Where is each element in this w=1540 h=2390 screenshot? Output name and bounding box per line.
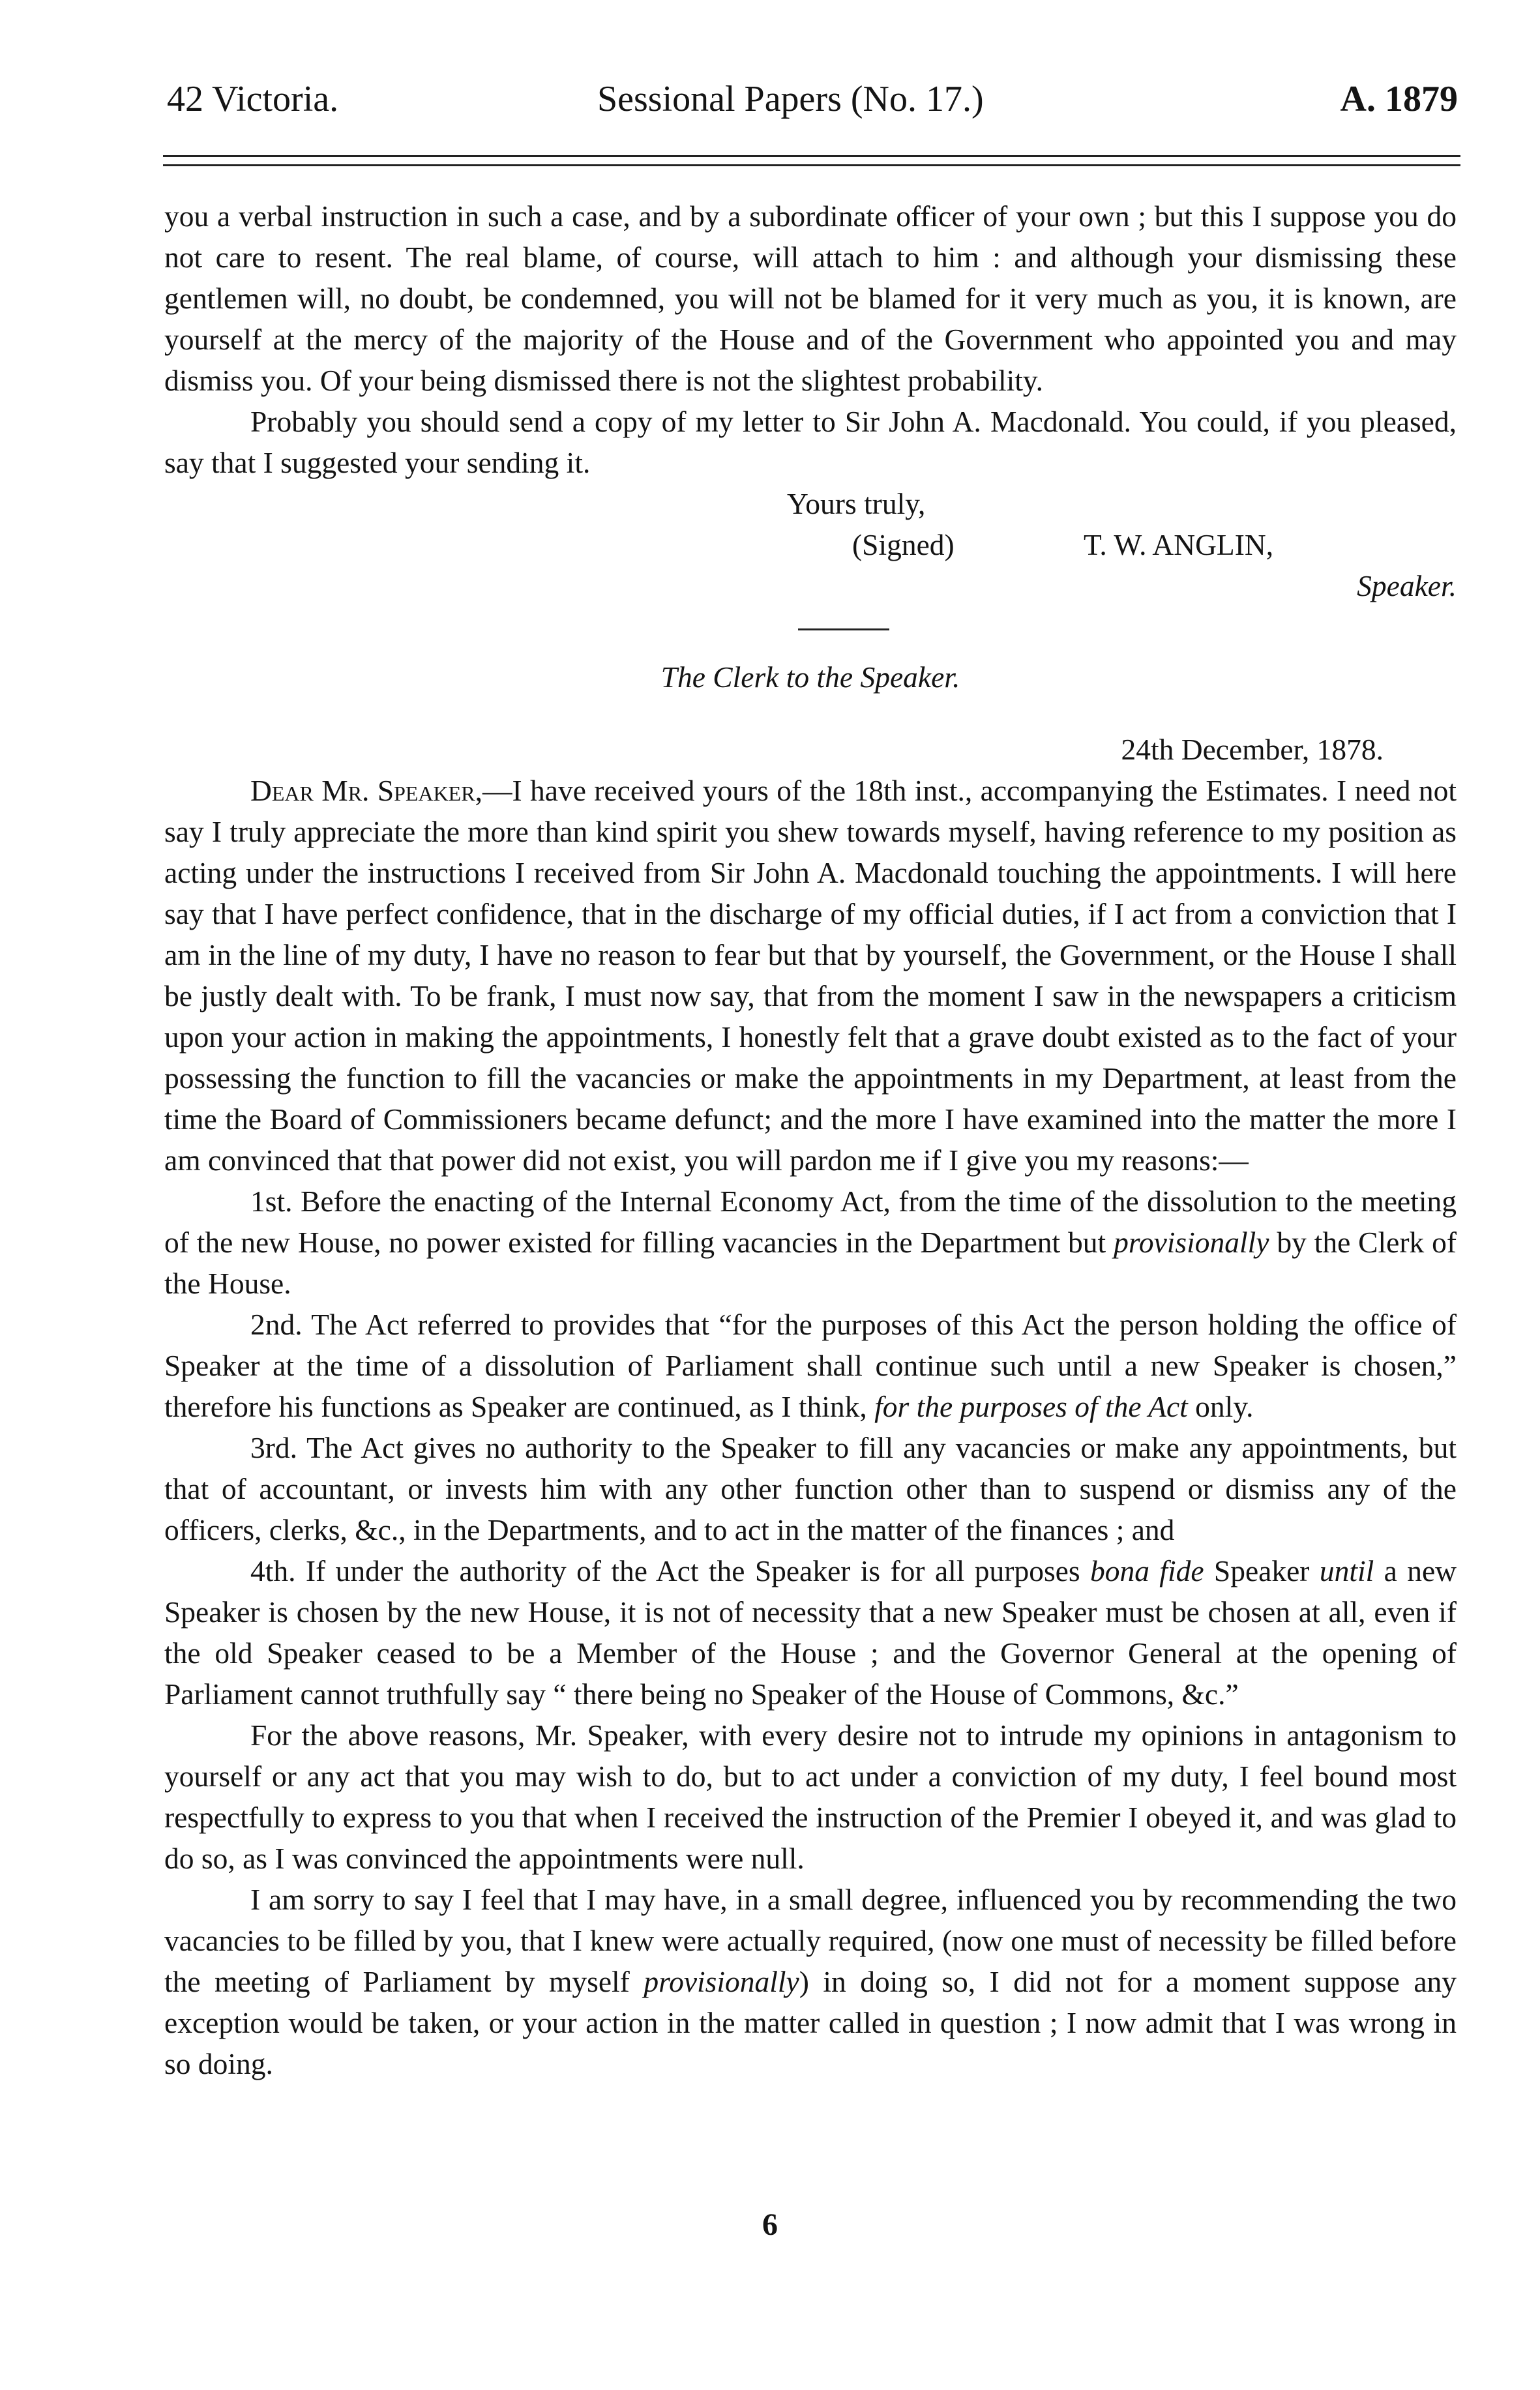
letter2-heading: The Clerk to the Speaker. [660, 660, 960, 694]
emphasis: until [1319, 1554, 1374, 1587]
letter1-signature-line [164, 524, 1457, 565]
letter2-paragraph-3: I am sorry to say I feel that I may have, in a small degree, influenced you by recommending the two vacancies to be filled by you, that I knew were actually required, (now one must of necessity be filled before the meeting of Parliament by myself provisionally) in doing so, I did not for a moment suppose any exception would be taken, or your action in the matter called in question ; I now admit that I was wrong in so doing. [164, 1883, 1457, 2080]
section-divider [798, 628, 889, 630]
header-session: 42 Victoria. [167, 79, 339, 119]
header-rule-top [163, 155, 1460, 157]
letter1-paragraph-2: Probably you should send a copy of my letter to Sir John A. Macdonald. You could, if you pleased, say that I suggested your sending it. [164, 405, 1457, 479]
letter2-date: 24th December, 1878. [1121, 733, 1384, 766]
reason-2: 2nd. The Act referred to provides that “for the purposes of this Act the person holding the office of Speaker at the time of a dissolution of Parliament shall continue such until a new Speaker is chosen,” therefore his functions as Speaker are continued, as I think, for the purposes of the Act only. [164, 1308, 1457, 1423]
header-year: A. 1879 [1340, 79, 1458, 119]
letter1-paragraph-1: you a verbal instruction in such a case, and by a subordinate officer of your own ; but this I suppose you do not care to resent. The real blame, of course, will attach to him : and although your dismissing these gentlemen will, no doubt, be condemned, you will not be blamed for it very much as you, it is known, are yourself at the mercy of the majority of the House and of the Government who appointed you and may dismiss you. Of your being dismissed there is not the slightest probability. [164, 199, 1457, 397]
letter2-paragraph-1-text: —I have received yours of the 18th inst., accompanying the Estimates. I need not say I truly appreciate the more than kind spirit you shew towards myself, having reference to my position as acting under the instructions I received from Sir John A. Macdonald touching the appointments. I will here say that I have perfect confidence, that in the discharge of my official duties, if I act from a conviction that I am in the line of my duty, I have no reason to fear but that by yourself, the Government, or the House I shall be justly dealt with. To be frank, I must now say, that from the moment I saw in the newspapers a criticism upon your action in making the appointments, I honestly felt that a grave doubt existed as to the fact of your possessing the function to fill the vacancies or make the appointments in my Department, at least from the time the Board of Commissioners became defunct; and the more I have examined into the matter the more I am convinced that that power did not exist, you will pardon me if I give you my reasons:— [164, 774, 1457, 1177]
reason-4: 4th. If under the authority of the Act the Speaker is for all purposes bona fide Speaker until a new Speaker is chosen by the new House, it is not of necessity that a new Speaker must be chosen at all, even if the old Speaker ceased to be a Member of the House ; and the Governor General at the opening of Parliament cannot truthfully say “ there being no Speaker of the House of Commons, &c.” [164, 1554, 1457, 1711]
letter2-paragraph-1 [164, 770, 1457, 1181]
signatory-name: T. W. ANGLIN, [1084, 528, 1274, 561]
reason-3: 3rd. The Act gives no authority to the Speaker to fill any vacancies or make any appointments, but that of accountant, or invests him with any other function other than to suspend or dismiss any of the officers, clerks, &c., in the Departments, and to act in the matter of the finances ; and [164, 1431, 1457, 1546]
emphasis: provisionally [644, 1965, 799, 1998]
emphasis: bona fide [1089, 1554, 1204, 1587]
letter2-paragraph-2: For the above reasons, Mr. Speaker, with every desire not to intrude my opinions in antagonism to yourself or any act that you may wish to do, but to act under a conviction of my duty, I feel bound most respectfully to express to you that when I received the instruction of the Premier I obeyed it, and was glad to do so, as I was convinced the appointments were null. [164, 1719, 1457, 1875]
emphasis: for the purposes of the Act [874, 1390, 1188, 1423]
letter2-salutation: Dear Mr. Speaker, [250, 774, 482, 807]
page-number: 6 [762, 2207, 778, 2242]
letter1-closing: Yours truly, [787, 487, 926, 520]
page-body [164, 196, 1457, 2084]
reason-1: 1st. Before the enacting of the Internal Economy Act, from the time of the dissolution to the meeting of the new House, no power existed for filling vacancies in the Department but provisionally by the Clerk of the House. [164, 1185, 1457, 1300]
header-publication: Sessional Papers (No. 17.) [597, 79, 984, 119]
running-header [167, 73, 1458, 125]
signed-mark: (Signed) [852, 528, 955, 561]
header-rule-bottom [163, 164, 1460, 166]
signatory-title: Speaker. [1357, 569, 1457, 602]
emphasis: provisionally [1114, 1226, 1269, 1259]
